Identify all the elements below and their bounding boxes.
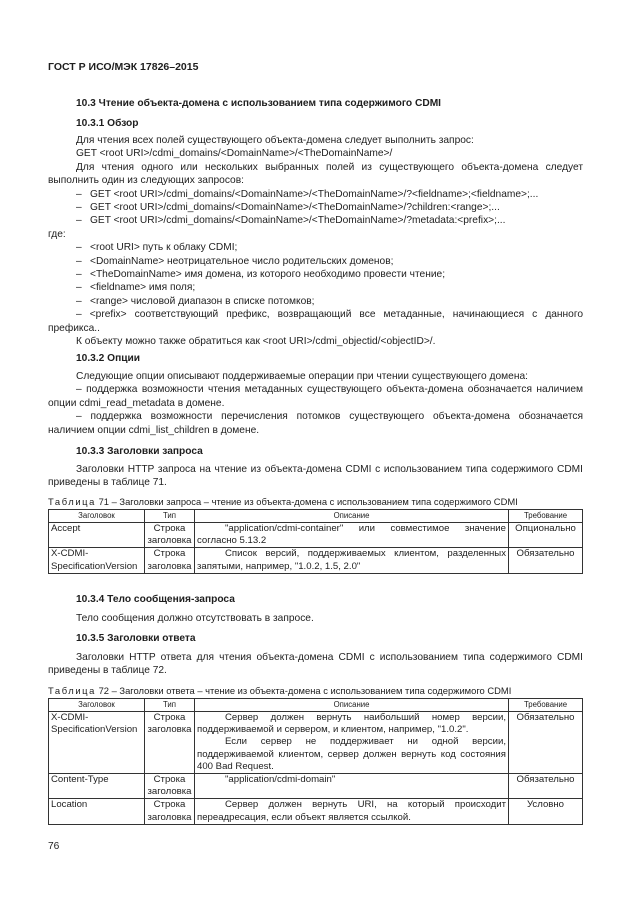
option-text: поддержка возможности чтения метаданных существующего объекта-домена обозначается наличием опции cdmi_read_metadata в домене. (48, 384, 583, 409)
table-row (49, 774, 583, 799)
table-71-caption (48, 495, 518, 508)
option-text: поддержка возможности перечисления потомков существующего объекта-домена обозначается наличием опции cdmi_list_children в домене. (48, 411, 583, 436)
cell-type: Строка заголовка (145, 712, 195, 774)
definition-item: – <DomainName> неотрицательное число родительских доменов; (76, 255, 583, 268)
paragraph: Следующие опции описывают поддерживаемые операции при чтении существующего домена: (76, 371, 528, 382)
dash: – (76, 411, 91, 423)
cell-header-name: X-CDMI-SpecificationVersion (49, 548, 145, 573)
section-10-3-5-body (48, 651, 583, 678)
table-row (49, 712, 583, 774)
cell-description: "application/cdmi-domain" (195, 774, 509, 799)
caption-word: Таблица (48, 496, 96, 507)
caption-text: 71 – Заголовки запроса – чтение из объекта-домена с использованием типа содержимого CDMI (95, 496, 518, 507)
section-10-3-1-body (48, 134, 583, 349)
cell-header-name: Accept (49, 523, 145, 548)
where-label: где: (48, 228, 66, 240)
section-title-10-3-3: 10.3.3 Заголовки запроса (76, 446, 203, 457)
cell-type: Строка заголовка (145, 774, 195, 799)
caption-word: Таблица (48, 685, 96, 696)
section-title-10-3: 10.3 Чтение объекта-домена с использованием типа содержимого CDMI (76, 98, 442, 109)
definition-item: – <root URI> путь к облаку CDMI; (76, 241, 583, 254)
request-list (48, 188, 583, 228)
table-row (49, 799, 583, 824)
table-header-row (49, 510, 583, 523)
definition-text: <prefix> соответствующий префикс, возвращающий все метаданные, начинающиеся с данного префикса.. (48, 309, 583, 334)
column-header: Описание (195, 699, 509, 712)
table-72 (48, 698, 583, 825)
column-header: Требование (509, 699, 583, 712)
column-header: Требование (509, 510, 583, 523)
cell-requirement: Условно (509, 799, 583, 824)
cell-type: Строка заголовка (145, 548, 195, 573)
cell-description (195, 712, 509, 774)
definition-list (48, 241, 583, 308)
column-header: Описание (195, 510, 509, 523)
section-title-10-3-5: 10.3.5 Заголовки ответа (76, 633, 196, 644)
paragraph: К объекту можно также обратиться как <root URI>/cdmi_objectid/<objectID>/. (76, 336, 436, 348)
cell-header-name: X-CDMI-SpecificationVersion (49, 712, 145, 774)
section-10-3-3-body (48, 463, 583, 490)
table-row (49, 523, 583, 548)
definition-item: – <TheDomainName> имя домена, из которого необходимо провести чтение; (76, 268, 583, 281)
column-header: Тип (145, 699, 195, 712)
paragraph: Тело сообщения должно отсутствовать в запросе. (76, 613, 314, 624)
request-item: – GET <root URI>/cdmi_domains/<DomainName>/<TheDomainName>/?children:<range>;... (76, 201, 583, 214)
cell-header-name: Location (49, 799, 145, 824)
section-title-10-3-2: 10.3.2 Опции (76, 353, 141, 364)
request-line: GET <root URI>/cdmi_domains/<DomainName>/<TheDomainName>/ (76, 148, 393, 160)
column-header: Тип (145, 510, 195, 523)
column-header: Заголовок (49, 510, 145, 523)
option-item (48, 383, 583, 410)
section-10-3-2-body (48, 370, 583, 437)
definition-item: – <fieldname> имя поля; (76, 281, 583, 294)
page-number: 76 (48, 841, 60, 852)
definition-item: – <range> числовой диапазон в списке потомков; (76, 295, 583, 308)
cell-description: "application/cdmi-container" или совместимое значение согласно 5.13.2 (195, 523, 509, 548)
table-header-row (49, 699, 583, 712)
cell-description: Список версий, поддерживаемых клиентом, разделенных запятыми, например, "1.0.2, 1.5, 2.0" (195, 548, 509, 573)
standard-designation: ГОСТ Р ИСО/МЭК 17826–2015 (48, 61, 199, 73)
option-item (48, 410, 583, 437)
column-header: Заголовок (49, 699, 145, 712)
paragraph: Для чтения всех полей существующего объекта-домена следует выполнить запрос: (76, 135, 474, 146)
table-row (49, 548, 583, 573)
table-71 (48, 509, 583, 574)
dash: – (76, 384, 87, 396)
request-item: – GET <root URI>/cdmi_domains/<DomainName>/<TheDomainName>/?metadata:<prefix>;... (76, 214, 583, 227)
cell-type: Строка заголовка (145, 523, 195, 548)
description-line: Если сервер не поддерживает ни одной версии, поддерживаемой клиентом, сервер должен вернуть код состояния 400 Bad Request. (197, 736, 506, 772)
cell-requirement: Обязательно (509, 712, 583, 774)
cell-type: Строка заголовка (145, 799, 195, 824)
cell-requirement: Опционально (509, 523, 583, 548)
section-10-3-4-body (48, 612, 583, 625)
cell-requirement: Обязательно (509, 774, 583, 799)
definition-item-wrapped (48, 308, 583, 335)
paragraph: Заголовки HTTP ответа для чтения объекта-домена CDMI с использованием типа содержимого CDMI приведены в таблице 72. (48, 652, 583, 677)
table-72-caption (48, 684, 511, 697)
paragraph: Заголовки HTTP запроса на чтение из объекта-домена CDMI с использованием типа содержимого CDMI приведены в таблице 71. (48, 464, 583, 489)
description-line: Сервер должен вернуть наибольший номер версии, поддерживаемой и сервером, и клиентом, например, "1.0.2". (197, 712, 506, 736)
dash: – (76, 309, 90, 321)
cell-requirement: Обязательно (509, 548, 583, 573)
request-item: – GET <root URI>/cdmi_domains/<DomainName>/<TheDomainName>/?<fieldname>;<fieldname>;... (76, 188, 583, 201)
section-title-10-3-4: 10.3.4 Тело сообщения-запроса (76, 594, 235, 605)
paragraph: Для чтения одного или нескольких выбранных полей из существующего объекта-домена следует выполнить один из следующих запросов: (48, 161, 583, 187)
cell-header-name: Content-Type (49, 774, 145, 799)
cell-description: Сервер должен вернуть URI, на который происходит переадресация, если объект является ссылкой. (195, 799, 509, 824)
section-title-10-3-1: 10.3.1 Обзор (76, 118, 139, 129)
caption-text: 72 – Заголовки ответа – чтение из объекта-домена с использованием типа содержимого CDMI (95, 685, 512, 696)
